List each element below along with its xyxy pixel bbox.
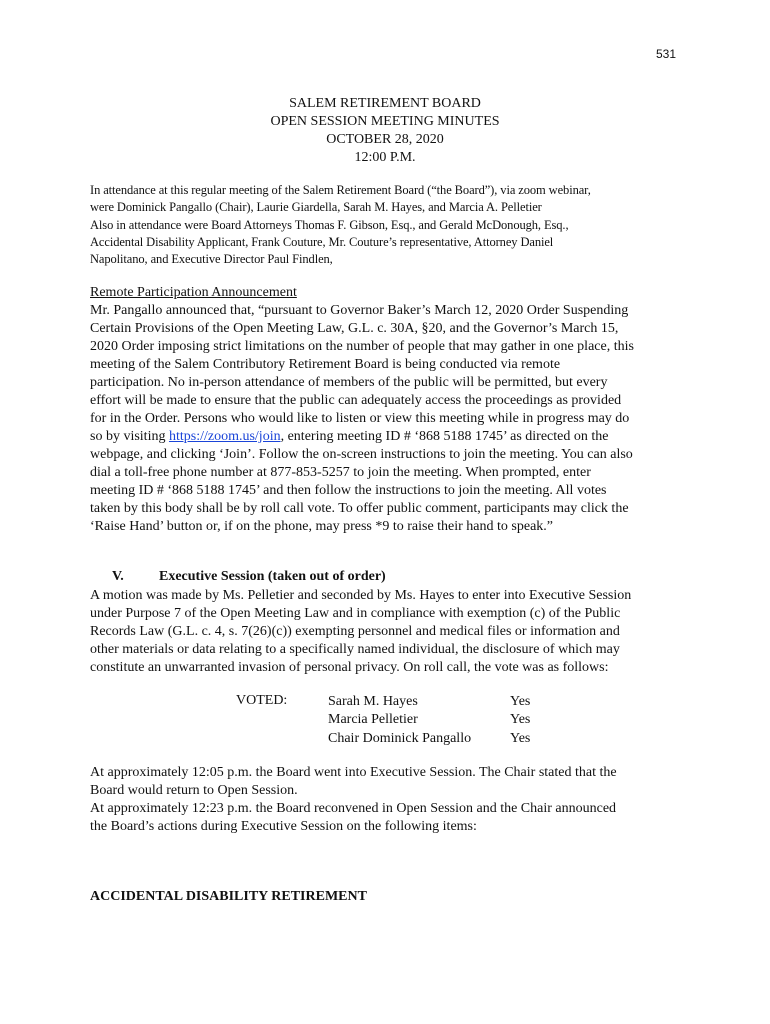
remote-participation-paragraph: [90, 302, 690, 536]
link-suffix-text: , entering meeting ID # ‘868 5188 1745’ as directed on the: [280, 429, 609, 444]
voter-name: Sarah M. Hayes: [328, 694, 418, 709]
attendance-line: Napolitano, and Executive Director Paul Findlen,: [90, 252, 333, 267]
attendance-line: In attendance at this regular meeting of the Salem Retirement Board (“the Board”), via zoom webinar,: [90, 183, 591, 197]
voter-name: Marcia Pelletier: [328, 712, 418, 727]
remote-line: effort will be made to ensure that the public can adequately access the proceedings as provided: [90, 393, 622, 408]
executive-session-paragraph: [90, 587, 690, 677]
attendance-paragraph: [90, 182, 690, 268]
timing-line: At approximately 12:23 p.m. the Board reconvened in Open Session and the Chair announced: [90, 801, 617, 816]
section-v-title: Executive Session (taken out of order): [159, 569, 386, 584]
zoom-join-link[interactable]: https://zoom.us/join: [168, 429, 281, 444]
remote-line: taken by this body shall be by roll call vote. To offer public comment, participants may click the: [90, 501, 629, 516]
remote-line: for in the Order. Persons who would like to listen or view this meeting while in progress may do: [90, 411, 630, 426]
motion-line: A motion was made by Ms. Pelletier and seconded by Ms. Hayes to enter into Executive Session: [90, 588, 632, 603]
remote-participation-heading: Remote Participation Announcement: [90, 285, 297, 300]
attendance-line: Accidental Disability Applicant, Frank Couture, Mr. Couture’s representative, Attorney Daniel: [90, 234, 554, 249]
vote-value: Yes: [510, 712, 531, 727]
remote-line: webpage, and clicking ‘Join’. Follow the on-screen instructions to join the meeting. You can also: [90, 447, 633, 462]
header-time: 12:00 P.M.: [354, 150, 416, 165]
remote-line: Mr. Pangallo announced that, “pursuant to Governor Baker’s March 12, 2020 Order Suspending: [90, 303, 629, 318]
motion-line: Records Law (G.L. c. 4, s. 7(26)(c)) exempting personnel and medical files or information and: [90, 624, 620, 639]
remote-line: dial a toll-free phone number at 877-853-5257 to join the meeting. When prompted, enter: [90, 465, 591, 480]
remote-line: participation. No in-person attendance of members of the public will be permitted, but every: [90, 375, 608, 390]
motion-line: under Purpose 7 of the Open Meeting Law and in compliance with exemption (c) of the Public: [90, 606, 621, 621]
voter-name: Chair Dominick Pangallo: [328, 731, 472, 746]
remote-line: meeting of the Salem Contributory Retirement Board is being conducted via remote: [90, 357, 561, 372]
header-date: OCTOBER 28, 2020: [326, 132, 444, 147]
remote-line: Certain Provisions of the Open Meeting Law, G.L. c. 30A, §20, and the Governor’s March 15,: [90, 321, 619, 336]
attendance-line: were Dominick Pangallo (Chair), Laurie Giardella, Sarah M. Hayes, and Marcia A. Pelletier: [90, 200, 542, 215]
remote-line: 2020 Order imposing strict limitations on the number of people that may gather in one place, this: [90, 339, 634, 354]
timing-line: the Board’s actions during Executive Session on the following items:: [90, 819, 477, 834]
voted-label: VOTED:: [236, 693, 288, 708]
motion-line: constitute an unwarranted invasion of personal privacy. On roll call, the vote was as follows:: [90, 660, 609, 675]
link-prefix-text: so by visiting: [90, 429, 169, 444]
attendance-line: Also in attendance were Board Attorneys Thomas F. Gibson, Esq., and Gerald McDonough, Esq.,: [90, 217, 569, 232]
remote-line-with-link: [90, 428, 690, 446]
timing-line: At approximately 12:05 p.m. the Board went into Executive Session. The Chair stated that the: [90, 765, 617, 780]
vote-value: Yes: [510, 694, 531, 709]
header-minutes-title: OPEN SESSION MEETING MINUTES: [270, 114, 500, 129]
page-number: 531: [656, 47, 677, 61]
timing-line: Board would return to Open Session.: [90, 783, 298, 798]
accidental-disability-heading: ACCIDENTAL DISABILITY RETIREMENT: [90, 889, 367, 904]
motion-line: other materials or data relating to a specifically named individual, the disclosure of which may: [90, 642, 620, 657]
session-timing-paragraph: [90, 764, 690, 836]
document-header: [0, 95, 770, 167]
section-v-number: V.: [112, 569, 124, 584]
vote-value: Yes: [510, 731, 531, 746]
remote-line: meeting ID # ‘868 5188 1745’ and then follow the instructions to join the meeting. All votes: [90, 483, 607, 498]
header-board-name: SALEM RETIREMENT BOARD: [289, 96, 481, 111]
remote-line: ‘Raise Hand’ button or, if on the phone, may press *9 to raise their hand to speak.”: [90, 519, 554, 534]
